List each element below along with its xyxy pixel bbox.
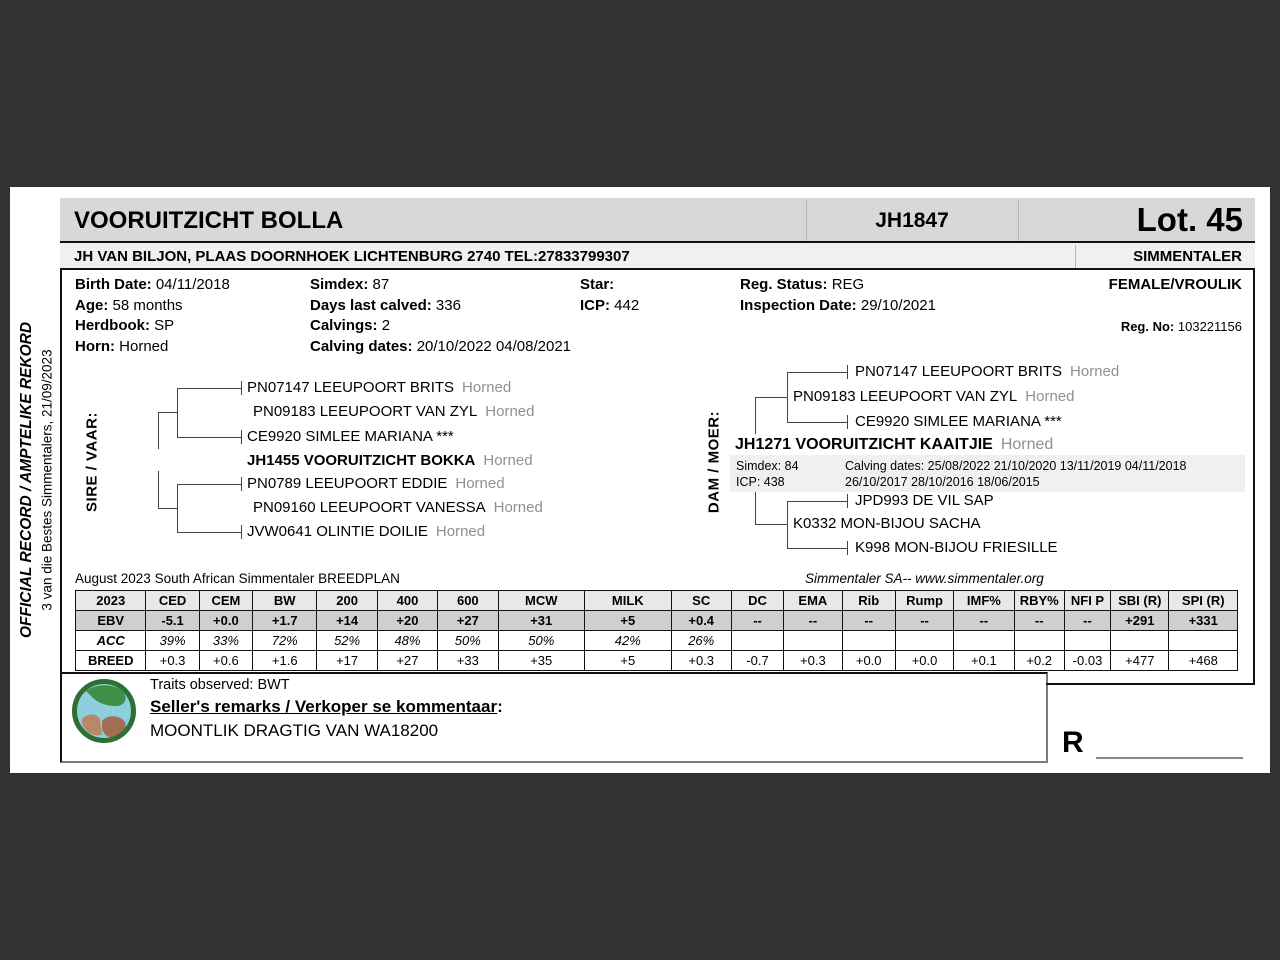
dam-granddam-dam: K998 MON-BIJOU FRIESILLE <box>855 539 1058 556</box>
days-last-calved-field: Days last calved: 336 <box>310 297 461 314</box>
sire-grandsire-dam: CE9920 SIMLEE MARIANA *** <box>247 428 454 445</box>
dam-grandsire: PN09183 LEEUPOORT VAN ZYL Horned <box>793 388 1075 405</box>
table-header-row: 2023 CED CEM BW 200 400 600 MCW MILK SC DC EMA Rib Rump IMF% RBY% NFI P SBI (R) SPI (R) <box>76 591 1238 611</box>
sire-grandsire: PN09183 LEEUPOORT VAN ZYL Horned <box>253 403 535 420</box>
price-blank-line <box>1096 757 1243 759</box>
breedplan-title: August 2023 South African Simmentaler BREEDPLAN <box>75 571 400 586</box>
breedplan-table <box>75 590 1238 671</box>
age-field: Age: 58 months <box>75 297 183 314</box>
reg-no-field: Reg. No: 103221156 <box>1120 319 1242 334</box>
dam-grandsire-sire: PN07147 LEEUPOORT BRITS Horned <box>855 363 1120 380</box>
star-field: Star: <box>580 276 615 293</box>
owner-divider <box>1075 245 1076 268</box>
icp-field: ICP: 442 <box>580 297 640 314</box>
simmentaler-logo <box>72 679 136 748</box>
table-acc-row: ACC 39% 33% 72% 52% 48% 50% 50% 42% 26% <box>76 631 1238 651</box>
lot-number: Lot. 45 <box>1136 201 1243 238</box>
table-ebv-row: EBV -5.1 +0.0 +1.7 +14 +20 +27 +31 +5 +0.4 -- -- -- -- -- -- -- +291 +331 <box>76 611 1238 631</box>
sire-granddam-sire: PN0789 LEEUPOORT EDDIE Horned <box>247 475 505 492</box>
breed-label: SIMMENTALER <box>1133 248 1242 265</box>
animal-tag: JH1847 <box>875 209 949 232</box>
dam-granddam: K0332 MON-BIJOU SACHA <box>793 515 981 532</box>
dam-icp: ICP: 438 <box>736 475 785 489</box>
calvings-field: Calvings: 2 <box>310 317 391 334</box>
inspection-date-field: Inspection Date: 29/10/2021 <box>740 297 936 314</box>
sire-grandsire-sire: PN07147 LEEUPOORT BRITS Horned <box>247 379 512 396</box>
animal-name: VOORUITZICHT BOLLA <box>74 207 344 234</box>
remarks-title: Seller's remarks / Verkoper se kommentaar: <box>150 697 503 716</box>
sire-granddam-dam: JVW0641 OLINTIE DOILIE Horned <box>247 523 486 540</box>
notch-top-border <box>1046 683 1255 685</box>
remarks-text: MOONTLIK DRAGTIG VAN WA18200 <box>150 721 439 740</box>
sale-note-label: 3 van die Bestes Simmentalers, 21/09/2023 <box>39 349 55 611</box>
dam-grandsire-dam: CE9920 SIMLEE MARIANA *** <box>855 413 1062 430</box>
dam-panel-label: DAM / MOER: <box>705 410 723 514</box>
birth-date-field: Birth Date: 04/11/2018 <box>75 276 230 293</box>
sex-label: FEMALE/VROULIK <box>1108 276 1242 293</box>
dam-name: JH1271 VOORUITZICHT KAAITJIE Horned <box>735 436 1054 453</box>
dam-calving-dates-1: Calving dates: 25/08/2022 21/10/2020 13/11/2019 04/11/2018 <box>845 459 1187 473</box>
traits-observed: Traits observed: BWT <box>150 677 290 693</box>
breedplan-source: Simmentaler SA-- www.simmentaler.org <box>805 571 1044 586</box>
price-currency-label: R <box>1062 726 1084 759</box>
owner-line: JH VAN BILJON, PLAAS DOORNHOEK LICHTENBURG 2740 TEL:27833799307 <box>74 248 630 265</box>
sire-granddam: PN09160 LEEUPOORT VANESSA Horned <box>253 499 543 516</box>
dam-granddam-sire: JPD993 DE VIL SAP <box>855 492 994 509</box>
reg-status-field: Reg. Status: REG <box>740 276 865 293</box>
table-breed-row: BREED +0.3 +0.6 +1.6 +17 +27 +33 +35 +5 +0.3 -0.7 +0.3 +0.0 +0.0 +0.1 +0.2 -0.03 +477 +468 <box>76 651 1238 671</box>
calving-dates-field: Calving dates: 20/10/2022 04/08/2021 <box>310 338 572 355</box>
herdbook-field: Herdbook: SP <box>75 317 175 334</box>
sire-panel-label: SIRE / VAAR: <box>83 412 101 512</box>
horn-field: Horn: Horned <box>75 338 169 355</box>
dam-calving-dates-2: 26/10/2017 28/10/2016 18/06/2015 <box>845 475 1040 489</box>
sire-name: JH1455 VOORUITZICHT BOKKA Horned <box>247 452 533 469</box>
dam-simdex: Simdex: 84 <box>736 459 799 473</box>
simdex-field: Simdex: 87 <box>310 276 390 293</box>
official-record-label: OFFICIAL RECORD / AMPTELIKE REKORD <box>18 321 35 639</box>
